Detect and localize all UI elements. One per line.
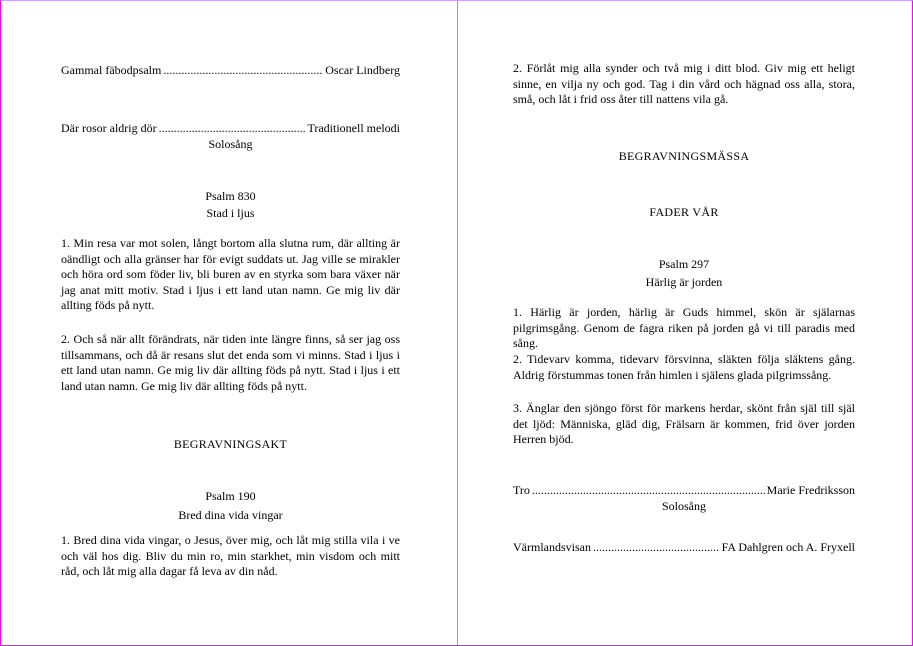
entry-author: Oscar Lindberg — [325, 63, 400, 77]
dot-leader — [159, 121, 306, 137]
psalm-title: Härlig är jorden — [645, 275, 723, 289]
program-entry-varmlandsvisan — [513, 540, 855, 556]
psalm-verse: 2. Förlåt mig alla synder och två mig i ditt blod. Giv mig ett heligt sinne, en vilja ny och god. Tag i din vård och hägnad oss alla, stora, små, och låt i frid oss åter till nattens vila gå. — [513, 61, 855, 106]
program-entry-tro — [513, 483, 855, 499]
entry-author: Marie Fredriksson — [766, 483, 855, 497]
psalm-verse: 2. Tidevarv komma, tidevarv försvinna, släkten följa släktens gång. Aldrig förstummas tonen från himlen i själens glada pilgrimssång. — [513, 352, 855, 382]
section-heading: BEGRAVNINGSMÄSSA — [618, 149, 750, 163]
psalm-title: Stad i ljus — [206, 206, 255, 220]
entry-title: Värmlandsvisan — [513, 540, 591, 554]
entry-title: Där rosor aldrig dör — [61, 121, 157, 135]
dot-leader — [163, 63, 323, 79]
psalm-verse: 1. Min resa var mot solen, långt bortom alla slutna rum, där allting är oändligt och alla gränser har för evigt suddats ut. Jag ville se mirakler och höra ord som föder liv, bli buren av en styrka som bara växer när jag anat mitt motiv. Stad i ljus i ett land utan namn. Ge mig liv där allting föds på nytt. — [61, 236, 400, 312]
dot-leader — [532, 483, 765, 499]
psalm-verse: 1. Bred dina vida vingar, o Jesus, över mig, och låt mig stilla vila i ve och väl hos dig. Bliv du min ro, min starkhet, min visdom och mitt råd, och låt mig alla dagar få leva av din nåd. — [61, 533, 400, 578]
psalm-verse: 3. Änglar den sjöngo först för markens herdar, skönt från själ till själ det ljöd: Människa, gläd dig, Frälsarn är kommen, frid över jorden Herren bjöd. — [513, 401, 855, 446]
entry-title: Tro — [513, 483, 530, 497]
program-entry-gammal-fabodpsalm — [61, 63, 400, 79]
section-heading: BEGRAVNINGSAKT — [173, 437, 288, 451]
psalm-verse: 1. Härlig är jorden, härlig är Guds himmel, skön är själarnas pilgrimsgång. Genom de fagra riken på jorden gå vi till paradis med sång. — [513, 305, 855, 350]
psalm-title: Bred dina vida vingar — [178, 508, 283, 522]
psalm-number: Psalm 297 — [658, 257, 710, 271]
entry-title: Gammal fäbodpsalm — [61, 63, 162, 77]
entry-note: Solosång — [208, 137, 253, 151]
psalm-verse: 2. Och så när allt förändrats, när tiden inte längre finns, så ser jag oss tillsammans, och då är resans slut det enda som vi minns. Stad i ljus i ett land utan namn. Ge mig liv där allting föds på nytt. Stad i ljus i ett land utan namn. Ge mig liv där allting föds på nytt. — [61, 332, 400, 393]
entry-note: Solosång — [661, 499, 706, 513]
section-heading: FADER VÅR — [649, 205, 719, 219]
program-entry-dar-rosor-aldrig-dor — [61, 121, 400, 137]
psalm-number: Psalm 190 — [205, 489, 256, 503]
entry-author: Traditionell melodi — [307, 121, 400, 135]
entry-author: FA Dahlgren och A. Fryxell — [721, 540, 855, 554]
psalm-number: Psalm 830 — [205, 189, 256, 203]
page-gutter-divider — [457, 1, 458, 645]
dot-leader — [593, 540, 720, 556]
